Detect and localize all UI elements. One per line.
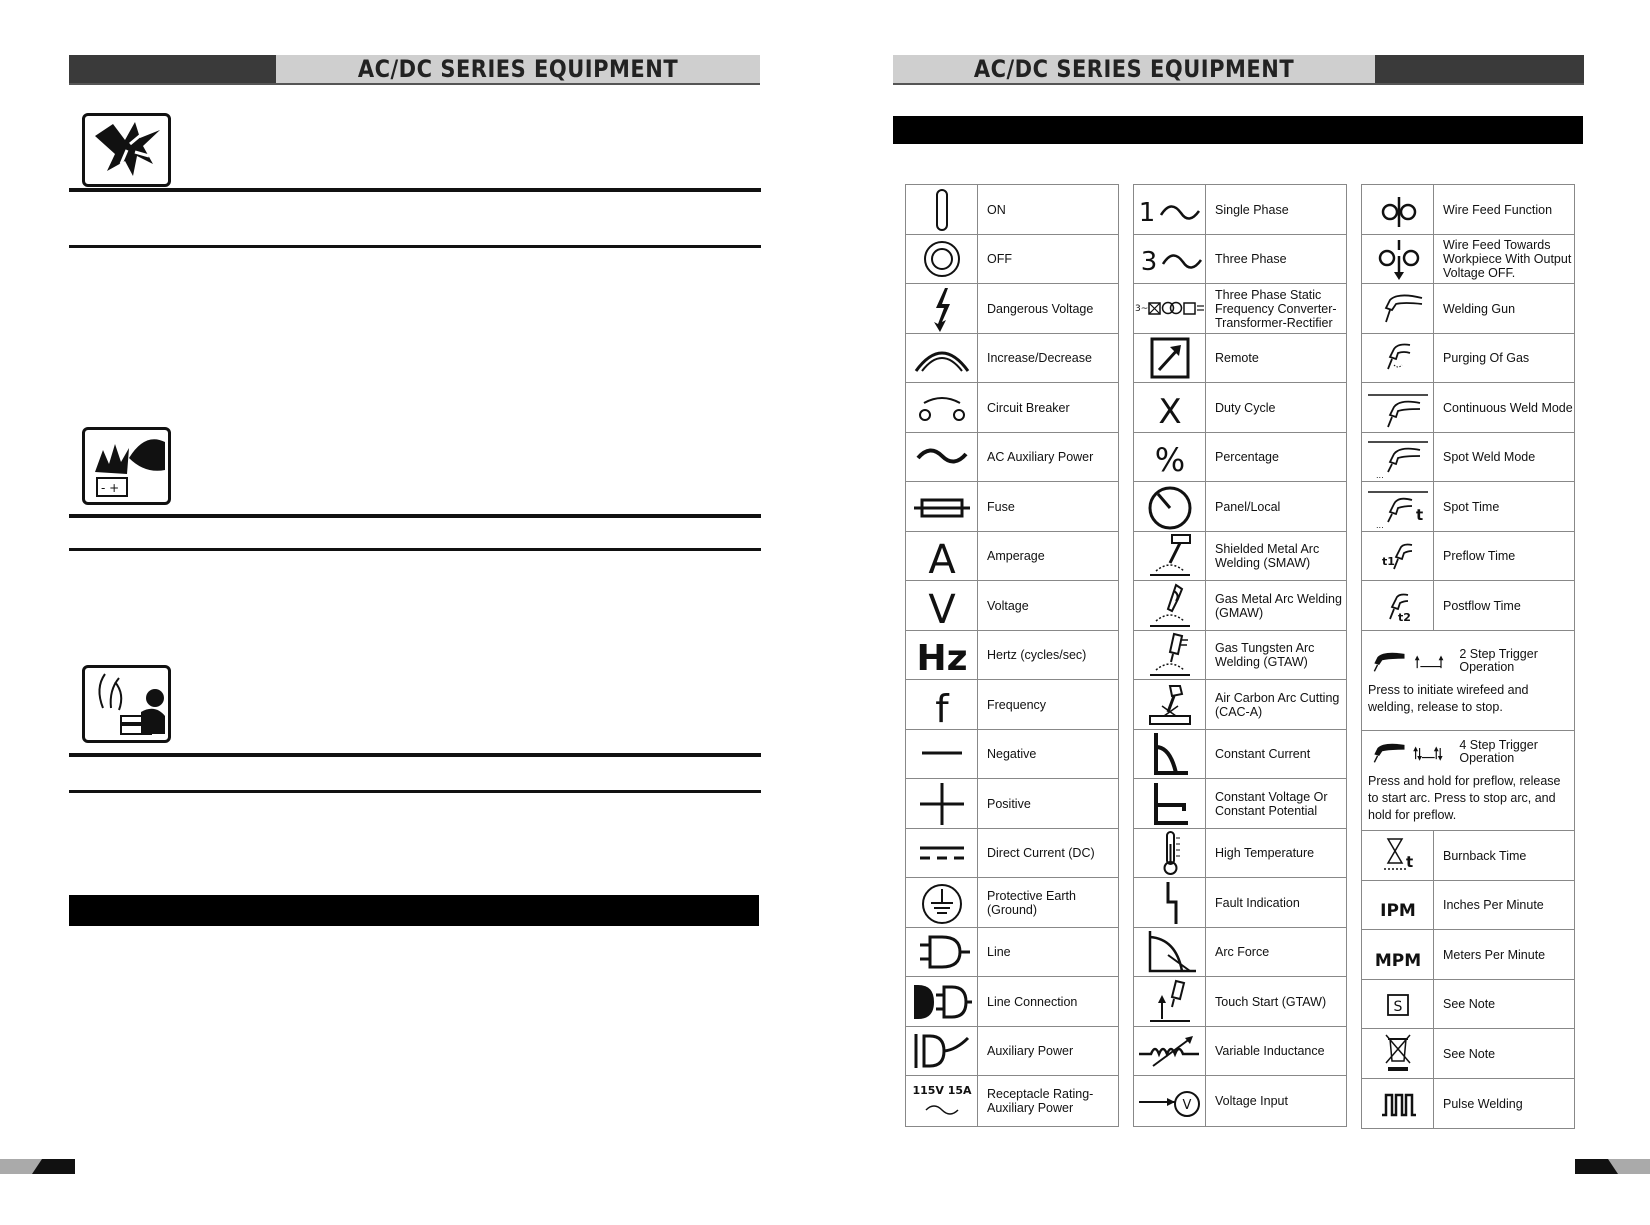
svg-text:S: S (1393, 999, 1402, 1015)
symbol-label: Line Connection (987, 994, 1078, 1009)
svg-text:...: ... (1375, 520, 1384, 530)
symbol-row (1134, 730, 1346, 779)
section-heading-bar (69, 895, 759, 926)
svg-text:1: 1 (1138, 197, 1155, 228)
symbol-row (1134, 928, 1346, 977)
symbol-label: Percentage (1215, 450, 1279, 464)
symbol-label: Postflow Time (1443, 598, 1521, 613)
symbol-row (1134, 878, 1346, 928)
duty-cycle-icon (1140, 385, 1200, 431)
symbol-label: 4 Step Trigger Operation (1459, 738, 1538, 765)
dangerous-voltage-icon (912, 286, 972, 332)
voltage-icon (912, 583, 972, 629)
symbol-label: Circuit Breaker (987, 400, 1070, 415)
symbol-label: Arc Force (1215, 945, 1270, 959)
cac-a-icon (1140, 682, 1200, 728)
symbol-row (1134, 581, 1346, 631)
divider-line (69, 753, 761, 757)
symbol-label: Protective Earth (Ground) (987, 888, 1076, 917)
left-page-header (69, 55, 760, 85)
remote-icon (1140, 335, 1200, 381)
symbol-label: Duty Cycle (1215, 400, 1276, 415)
symbol-row (1134, 680, 1346, 730)
ipm-icon (1368, 882, 1428, 928)
divider-line (69, 548, 761, 551)
svg-text:3: 3 (1140, 247, 1157, 277)
symbol-row (906, 235, 1118, 284)
right-header-title: AC/DC SERIES EQUIPMENT (973, 55, 1295, 83)
symbol-row (906, 631, 1118, 680)
frequency-icon (912, 682, 972, 728)
symbol-row (1362, 731, 1574, 831)
symbol-row (1362, 581, 1574, 631)
symbol-row (906, 779, 1118, 829)
symbol-label: Hertz (cycles/sec) (987, 648, 1087, 662)
increase-decrease-icon (912, 335, 972, 381)
symbol-row (1362, 482, 1574, 532)
smaw-icon (1140, 533, 1200, 579)
symbol-row (1134, 1076, 1346, 1126)
symbol-row (906, 928, 1118, 977)
symbol-row (906, 433, 1118, 482)
symbol-label: Air Carbon Arc Cutting (CAC-A) (1215, 690, 1340, 719)
symbol-label: Increase/Decrease (987, 351, 1092, 365)
weee-disposal-icon (1368, 1031, 1428, 1077)
symbol-label: Spot Time (1443, 499, 1500, 514)
symbol-label: Fault Indication (1215, 895, 1300, 910)
receptacle-rating-icon (910, 1078, 974, 1124)
symbol-row (1362, 930, 1574, 980)
symbol-label: 2 Step Trigger Operation (1459, 646, 1538, 674)
symbol-row (1134, 779, 1346, 829)
symbol-label: Gas Tungsten Arc Welding (GTAW) (1215, 641, 1315, 669)
continuous-weld-icon (1366, 385, 1430, 431)
symbol-row (906, 185, 1118, 235)
fault-indication-icon (1140, 880, 1200, 926)
symbol-row (906, 383, 1118, 433)
symbol-row (1134, 1027, 1346, 1076)
svg-text:A: A (927, 537, 956, 579)
symbol-label: Spot Weld Mode (1443, 450, 1536, 464)
symbol-label: Continuous Weld Mode (1443, 400, 1573, 415)
pulse-welding-icon (1368, 1081, 1428, 1127)
svg-text:115V 15A: 115V 15A (911, 1084, 972, 1097)
circuit-breaker-icon (912, 385, 972, 431)
converter-transformer-rectifier-icon (1135, 286, 1205, 332)
symbol-label: Variable Inductance (1215, 1044, 1325, 1058)
right-page-header (893, 55, 1584, 85)
symbol-label: Shielded Metal Arc Welding (SMAW) (1215, 542, 1320, 570)
symbol-label: Welding Gun (1443, 301, 1516, 316)
symbol-label: Gas Metal Arc Welding (GMAW) (1215, 591, 1342, 620)
divider-line (69, 245, 761, 248)
symbol-label: Frequency (987, 697, 1047, 712)
purging-gas-icon (1368, 335, 1428, 381)
gtaw-icon (1140, 632, 1200, 678)
symbol-row (906, 581, 1118, 631)
symbol-column-2 (1133, 184, 1347, 1127)
battery-explosion-icon (82, 427, 171, 505)
burnback-time-icon (1368, 833, 1428, 879)
symbol-label: ON (987, 202, 1006, 217)
symbol-row (1362, 284, 1574, 334)
hertz-icon (912, 632, 972, 678)
symbol-column-1 (905, 184, 1119, 1127)
symbol-row (1134, 829, 1346, 878)
symbol-label: Purging Of Gas (1443, 351, 1530, 365)
symbol-row (1134, 185, 1346, 235)
symbol-label: OFF (987, 252, 1012, 266)
symbol-row (906, 878, 1118, 928)
line-connection-icon (912, 979, 972, 1025)
symbol-description: Press to initiate wirefeed and welding, release to stop. (1368, 682, 1529, 714)
wire-feed-towards-workpiece-icon (1368, 236, 1428, 282)
symbol-row (1134, 532, 1346, 581)
mpm-icon (1365, 932, 1431, 978)
postflow-time-icon (1366, 583, 1430, 629)
svg-text:V: V (1182, 1098, 1191, 1113)
svg-text:t2: t2 (1397, 610, 1411, 624)
single-phase-icon (1137, 187, 1203, 233)
symbol-row (1362, 383, 1574, 433)
page-corner-tab (0, 1159, 75, 1174)
percentage-icon (1140, 434, 1200, 480)
preflow-time-icon (1366, 533, 1430, 579)
symbol-label: Line (987, 945, 1011, 959)
divider-line (69, 514, 761, 518)
constant-current-icon (1140, 731, 1200, 777)
symbol-label: Preflow Time (1443, 549, 1516, 563)
left-header-title: AC/DC SERIES EQUIPMENT (357, 55, 679, 83)
three-phase-icon (1137, 236, 1203, 282)
symbol-label: Voltage (987, 598, 1029, 613)
on-icon (912, 187, 972, 233)
battery-acid-icon (82, 665, 171, 743)
high-temperature-icon (1140, 830, 1200, 876)
header-dark-block (1375, 55, 1584, 83)
svg-text:...: ... (1375, 471, 1384, 480)
svg-text:t: t (1405, 852, 1413, 871)
symbol-label: Negative (987, 747, 1037, 761)
symbol-row (1362, 185, 1574, 235)
symbol-row (906, 977, 1118, 1027)
symbol-row (906, 1027, 1118, 1076)
page-corner-tab (1575, 1159, 1650, 1174)
svg-text:MPM: MPM (1374, 950, 1421, 971)
svg-text:t: t (1415, 505, 1423, 524)
svg-text:Hz: Hz (915, 638, 968, 678)
welding-gun-icon (1368, 286, 1428, 332)
symbol-label: Voltage Input (1215, 1094, 1288, 1108)
symbol-row (1362, 881, 1574, 930)
divider-line (69, 790, 761, 793)
touch-start-icon (1140, 979, 1200, 1025)
symbol-label: Dangerous Voltage (987, 301, 1094, 316)
panel-local-icon (1140, 484, 1200, 530)
symbol-description: Press and hold for preflow, release to start arc. Press to stop arc, and hold for preflow. (1368, 774, 1561, 822)
symbol-label: Constant Current (1215, 747, 1311, 761)
symbol-row (906, 482, 1118, 532)
svg-text:IPM: IPM (1379, 901, 1416, 921)
ac-auxiliary-power-icon (912, 434, 972, 480)
svg-text:3~: 3~ (1134, 303, 1148, 314)
spot-time-icon (1366, 484, 1430, 530)
see-note-icon (1368, 981, 1428, 1027)
symbol-column-3 (1361, 184, 1575, 1129)
negative-icon (912, 731, 972, 777)
symbol-label: Meters Per Minute (1443, 947, 1546, 962)
symbol-row (906, 532, 1118, 581)
symbol-row (1134, 631, 1346, 680)
symbol-label: Auxiliary Power (987, 1044, 1074, 1058)
wire-feed-icon (1368, 187, 1428, 233)
svg-text:X: X (1157, 391, 1182, 431)
symbol-label: See Note (1443, 997, 1496, 1011)
symbol-label: See Note (1443, 1046, 1496, 1061)
symbol-row (1134, 482, 1346, 532)
symbol-label: AC Auxiliary Power (987, 450, 1094, 464)
positive-icon (912, 781, 972, 827)
variable-inductance-icon (1137, 1028, 1203, 1074)
symbol-row (1134, 235, 1346, 284)
symbol-row (1362, 532, 1574, 581)
symbol-label: Wire Feed Towards Workpiece With Output Voltage OFF. (1443, 238, 1572, 280)
symbol-row (906, 284, 1118, 334)
protective-earth-icon (912, 880, 972, 926)
gmaw-icon (1140, 583, 1200, 629)
symbol-row (906, 730, 1118, 779)
symbol-label: Three Phase (1215, 252, 1287, 266)
symbol-label: Inches Per Minute (1443, 898, 1544, 912)
symbol-row (1362, 433, 1574, 482)
symbol-label: Constant Voltage Or Constant Potential (1215, 789, 1328, 818)
svg-text:- +: - + (101, 481, 120, 495)
two-step-trigger-icon (1368, 646, 1447, 676)
symbol-label: Receptacle Rating-Auxiliary Power (987, 1087, 1094, 1115)
auxiliary-power-icon (912, 1028, 972, 1074)
symbol-row (906, 1076, 1118, 1126)
amperage-icon (912, 533, 972, 579)
hand-hazard-icon (82, 113, 171, 187)
symbol-label: Burnback Time (1443, 848, 1527, 863)
symbol-label: High Temperature (1215, 846, 1315, 860)
voltage-input-icon (1137, 1078, 1203, 1124)
symbol-label: Touch Start (GTAW) (1215, 994, 1327, 1009)
symbol-label: Wire Feed Function (1443, 202, 1553, 217)
section-heading-bar (893, 116, 1583, 144)
symbol-row (1362, 631, 1574, 731)
symbol-row (1134, 334, 1346, 383)
fuse-icon (912, 484, 972, 530)
header-dark-block (69, 55, 276, 83)
symbol-row (906, 334, 1118, 383)
line-icon (912, 929, 972, 975)
symbol-row (1362, 1079, 1574, 1128)
arc-force-icon (1140, 929, 1200, 975)
symbol-label: Pulse Welding (1443, 1096, 1523, 1111)
symbol-row (1362, 980, 1574, 1029)
symbol-row (1362, 334, 1574, 383)
symbol-label: Amperage (987, 549, 1045, 563)
symbol-label: Single Phase (1215, 202, 1289, 217)
symbol-label: Direct Current (DC) (987, 846, 1095, 860)
symbol-label: Positive (987, 796, 1031, 811)
symbol-label: Fuse (987, 499, 1015, 514)
symbol-row (1362, 235, 1574, 284)
symbol-row (1134, 977, 1346, 1027)
symbol-row (906, 829, 1118, 878)
symbol-row (1362, 831, 1574, 881)
off-icon (912, 236, 972, 282)
symbol-label: Three Phase Static Frequency Converter-Transformer-Rectifier (1215, 287, 1337, 330)
symbol-row (1134, 433, 1346, 482)
constant-voltage-icon (1140, 781, 1200, 827)
symbol-row (1362, 1029, 1574, 1079)
symbol-label: Panel/Local (1215, 499, 1281, 514)
divider-line (69, 188, 761, 192)
spot-weld-icon (1366, 434, 1430, 480)
svg-text:f: f (934, 686, 949, 728)
symbol-row (906, 680, 1118, 730)
symbol-row (1134, 284, 1346, 334)
svg-text:V: V (927, 586, 956, 629)
symbol-row (1134, 383, 1346, 433)
svg-text:t1: t1 (1381, 555, 1395, 568)
symbol-label: Remote (1215, 351, 1259, 365)
four-step-trigger-icon (1368, 737, 1447, 767)
svg-text:%: % (1154, 441, 1185, 479)
direct-current-icon (912, 830, 972, 876)
